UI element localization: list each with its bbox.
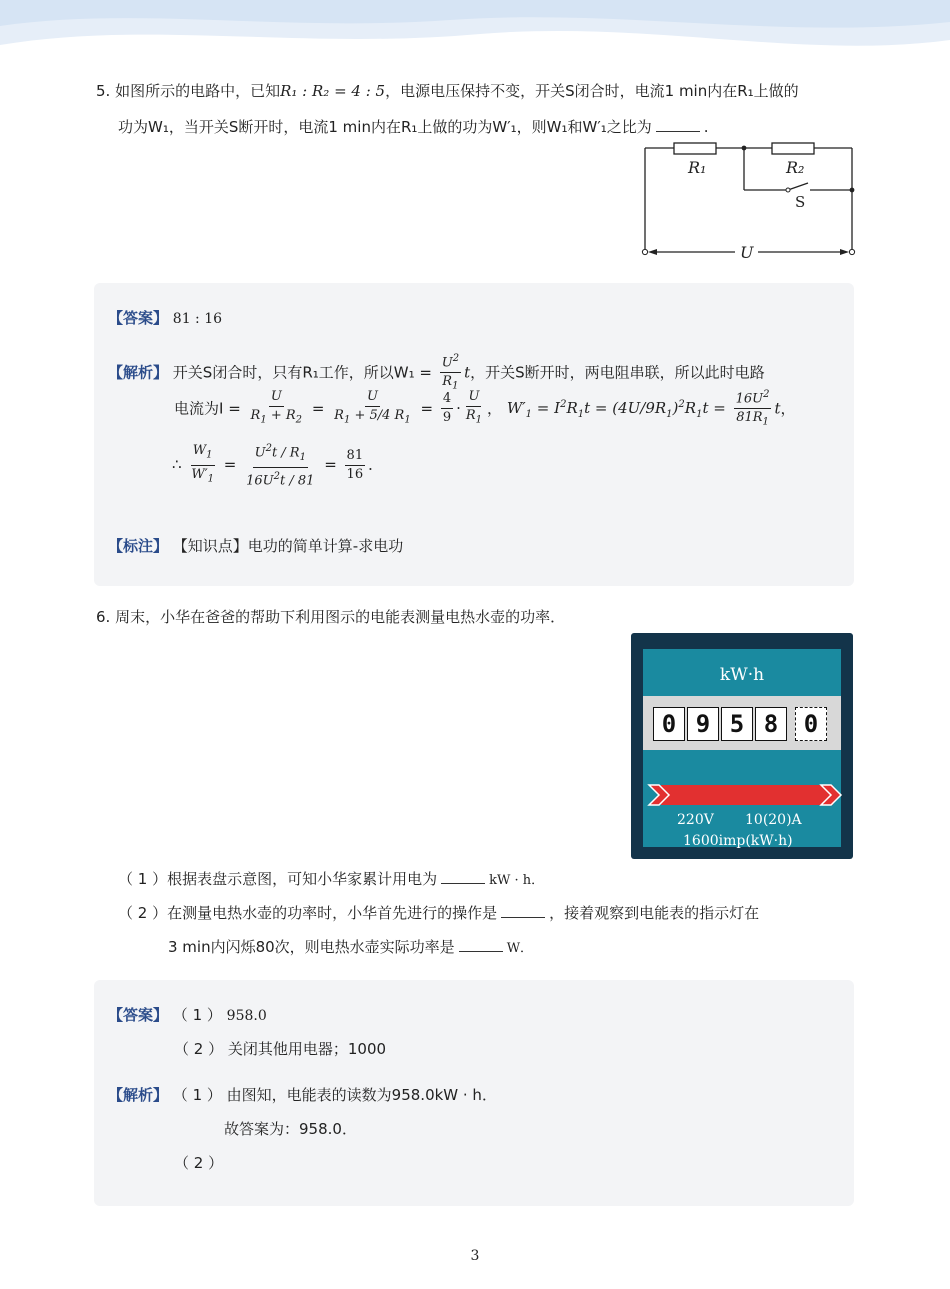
u-label: U	[740, 243, 754, 260]
q6-sub1-unit: kW · h．	[489, 873, 545, 888]
q5-analysis-text1: 开关S闭合时，只有R₁工作，所以W₁ =	[172, 363, 432, 382]
q6-analysis1-conclusion: 故答案为：958.0．	[224, 1120, 357, 1138]
q6-sub2-text-b: ，接着观察到电能表的指示灯在	[549, 904, 760, 922]
q6-sub2-blank2[interactable]	[459, 938, 503, 952]
q6-answer2-num: （ 2 ）	[174, 1040, 224, 1058]
meter-unit: kW·h	[719, 665, 765, 685]
meter-digits	[643, 696, 841, 750]
q5-answer-blank[interactable]	[656, 118, 700, 132]
q6-answer-box	[94, 980, 854, 1206]
meter-voltage: 220V	[677, 812, 714, 828]
meter-digit: 9	[687, 707, 719, 741]
header-wave-decoration	[0, 0, 950, 70]
q5-number: 5.	[96, 82, 111, 100]
q6-sub2-blank1[interactable]	[501, 904, 545, 918]
q5-period: .	[703, 118, 709, 136]
q6-sub1	[118, 868, 544, 889]
chevron-right-icon	[819, 783, 843, 807]
q5-note-text: 【知识点】电功的简单计算-求电功	[172, 537, 404, 555]
q6-answer2-value: 关闭其他用电器；1000	[227, 1040, 387, 1058]
answer-tag: 【答案】	[108, 1006, 169, 1024]
meter-digit: 0	[653, 707, 685, 741]
q6-sub1-num: （ 1 ）	[118, 870, 168, 888]
meter-decimal-digit: 0	[795, 707, 827, 741]
q5-note-row	[108, 535, 403, 556]
q5-analysis-text2: 电流为I =	[174, 399, 241, 418]
meter-digit: 5	[721, 707, 753, 741]
q5-answer-value: 81 : 16	[172, 311, 223, 327]
analysis-tag: 【解析】	[108, 363, 169, 382]
q6-analysis-row2	[224, 1118, 357, 1139]
q5-circuit-diagram	[640, 140, 856, 260]
q5-ratio: R₁ : R₂ = 4 : 5	[280, 82, 386, 100]
q6-analysis1-num: （ 1 ）	[172, 1086, 222, 1104]
r2-label: R₂	[786, 158, 805, 177]
therefore-symbol: ∴	[172, 455, 182, 474]
q5-line2	[118, 116, 709, 137]
meter-impulse: 1600imp(kW·h)	[683, 833, 793, 849]
q6-analysis2-num: （ 2 ）	[174, 1154, 224, 1172]
q6-answer1-value: 958.0	[226, 1008, 267, 1024]
q6-sub2-num: （ 2 ）	[118, 904, 168, 922]
q5-line1	[96, 80, 799, 101]
q6-sub1-text: 根据表盘示意图，可知小华家累计用电为	[167, 870, 438, 888]
q6-answer1-num: （ 1 ）	[172, 1006, 222, 1024]
q5-answer-row	[108, 307, 222, 328]
q6-analysis-row1	[108, 1084, 497, 1105]
meter-digit: 8	[755, 707, 787, 741]
meter-current: 10(20)A	[745, 812, 802, 828]
q5-analysis-row3: ∴ $\frac{W_1}{W'_1}$ = $\frac{U^2t / R_1}{16U^2t / 81}$ = $\frac{81}{16}$ ．	[172, 443, 384, 489]
electricity-meter	[631, 633, 853, 859]
r1-label: R₁	[688, 158, 707, 177]
meter-face	[643, 649, 841, 847]
switch-label: S	[795, 193, 806, 211]
q5-answer-box	[94, 283, 854, 586]
q6-answer-row2	[174, 1038, 386, 1059]
q6-analysis-row3	[174, 1152, 223, 1173]
q5-text-b: ，电源电压保持不变，开关S闭合时，电流1 min内在R₁上做的	[385, 82, 799, 100]
q6-sub2-text-c: 3 min内闪烁80次，则电热水壶实际功率是	[168, 938, 455, 956]
meter-indicator-bar	[661, 785, 833, 805]
q6-number: 6.	[96, 608, 111, 626]
answer-tag: 【答案】	[108, 309, 169, 327]
q6-sub2-unit: W．	[506, 941, 534, 956]
q6-sub2-line2	[168, 936, 533, 957]
chevron-right-icon	[647, 783, 671, 807]
q5-analysis-row1: 【解析】 开关S闭合时，只有R₁工作，所以W₁ = $\frac{U^2}{R_1}$ t，开关S断开时，两电阻串联，所以此时电路	[108, 353, 765, 392]
q5-analysis-row2: 电流为I = $\frac{U}{R_1 + R_2}$ = $\frac{U}{R_1 + 5/4 R_1}$ = $\frac{4}{9}$ · $\frac{U}{R_1}$ ， $W'_1 = I^2R_1t = (4U/9R_1)^2R_1t$ = $\frac{16U^2}{81R_1}$ t，	[174, 389, 796, 428]
q6-sub2	[118, 902, 759, 923]
q5-text-2: 功为W₁，当开关S断开时，电流1 min内在R₁上做的功为W′₁，则W₁和W′₁之比为	[118, 118, 652, 136]
analysis-tag: 【解析】	[108, 1086, 169, 1104]
q6-sub1-blank[interactable]	[441, 870, 485, 884]
q6-stem	[96, 606, 565, 627]
q6-sub2-text-a: 在测量电热水壶的功率时，小华首先进行的操作是	[167, 904, 498, 922]
q5-text-a: 如图所示的电路中，已知	[115, 82, 281, 100]
q6-answer-row1	[108, 1004, 267, 1025]
page-number: 3	[470, 1248, 480, 1264]
q6-analysis1-text: 由图知，电能表的读数为958.0kW · h．	[226, 1086, 497, 1104]
q6-stem-text: 周末，小华在爸爸的帮助下利用图示的电能表测量电热水壶的功率．	[115, 608, 566, 626]
q5-analysis-text1-end: ，开关S断开时，两电阻串联，所以此时电路	[470, 363, 765, 382]
note-tag: 【标注】	[108, 537, 169, 555]
